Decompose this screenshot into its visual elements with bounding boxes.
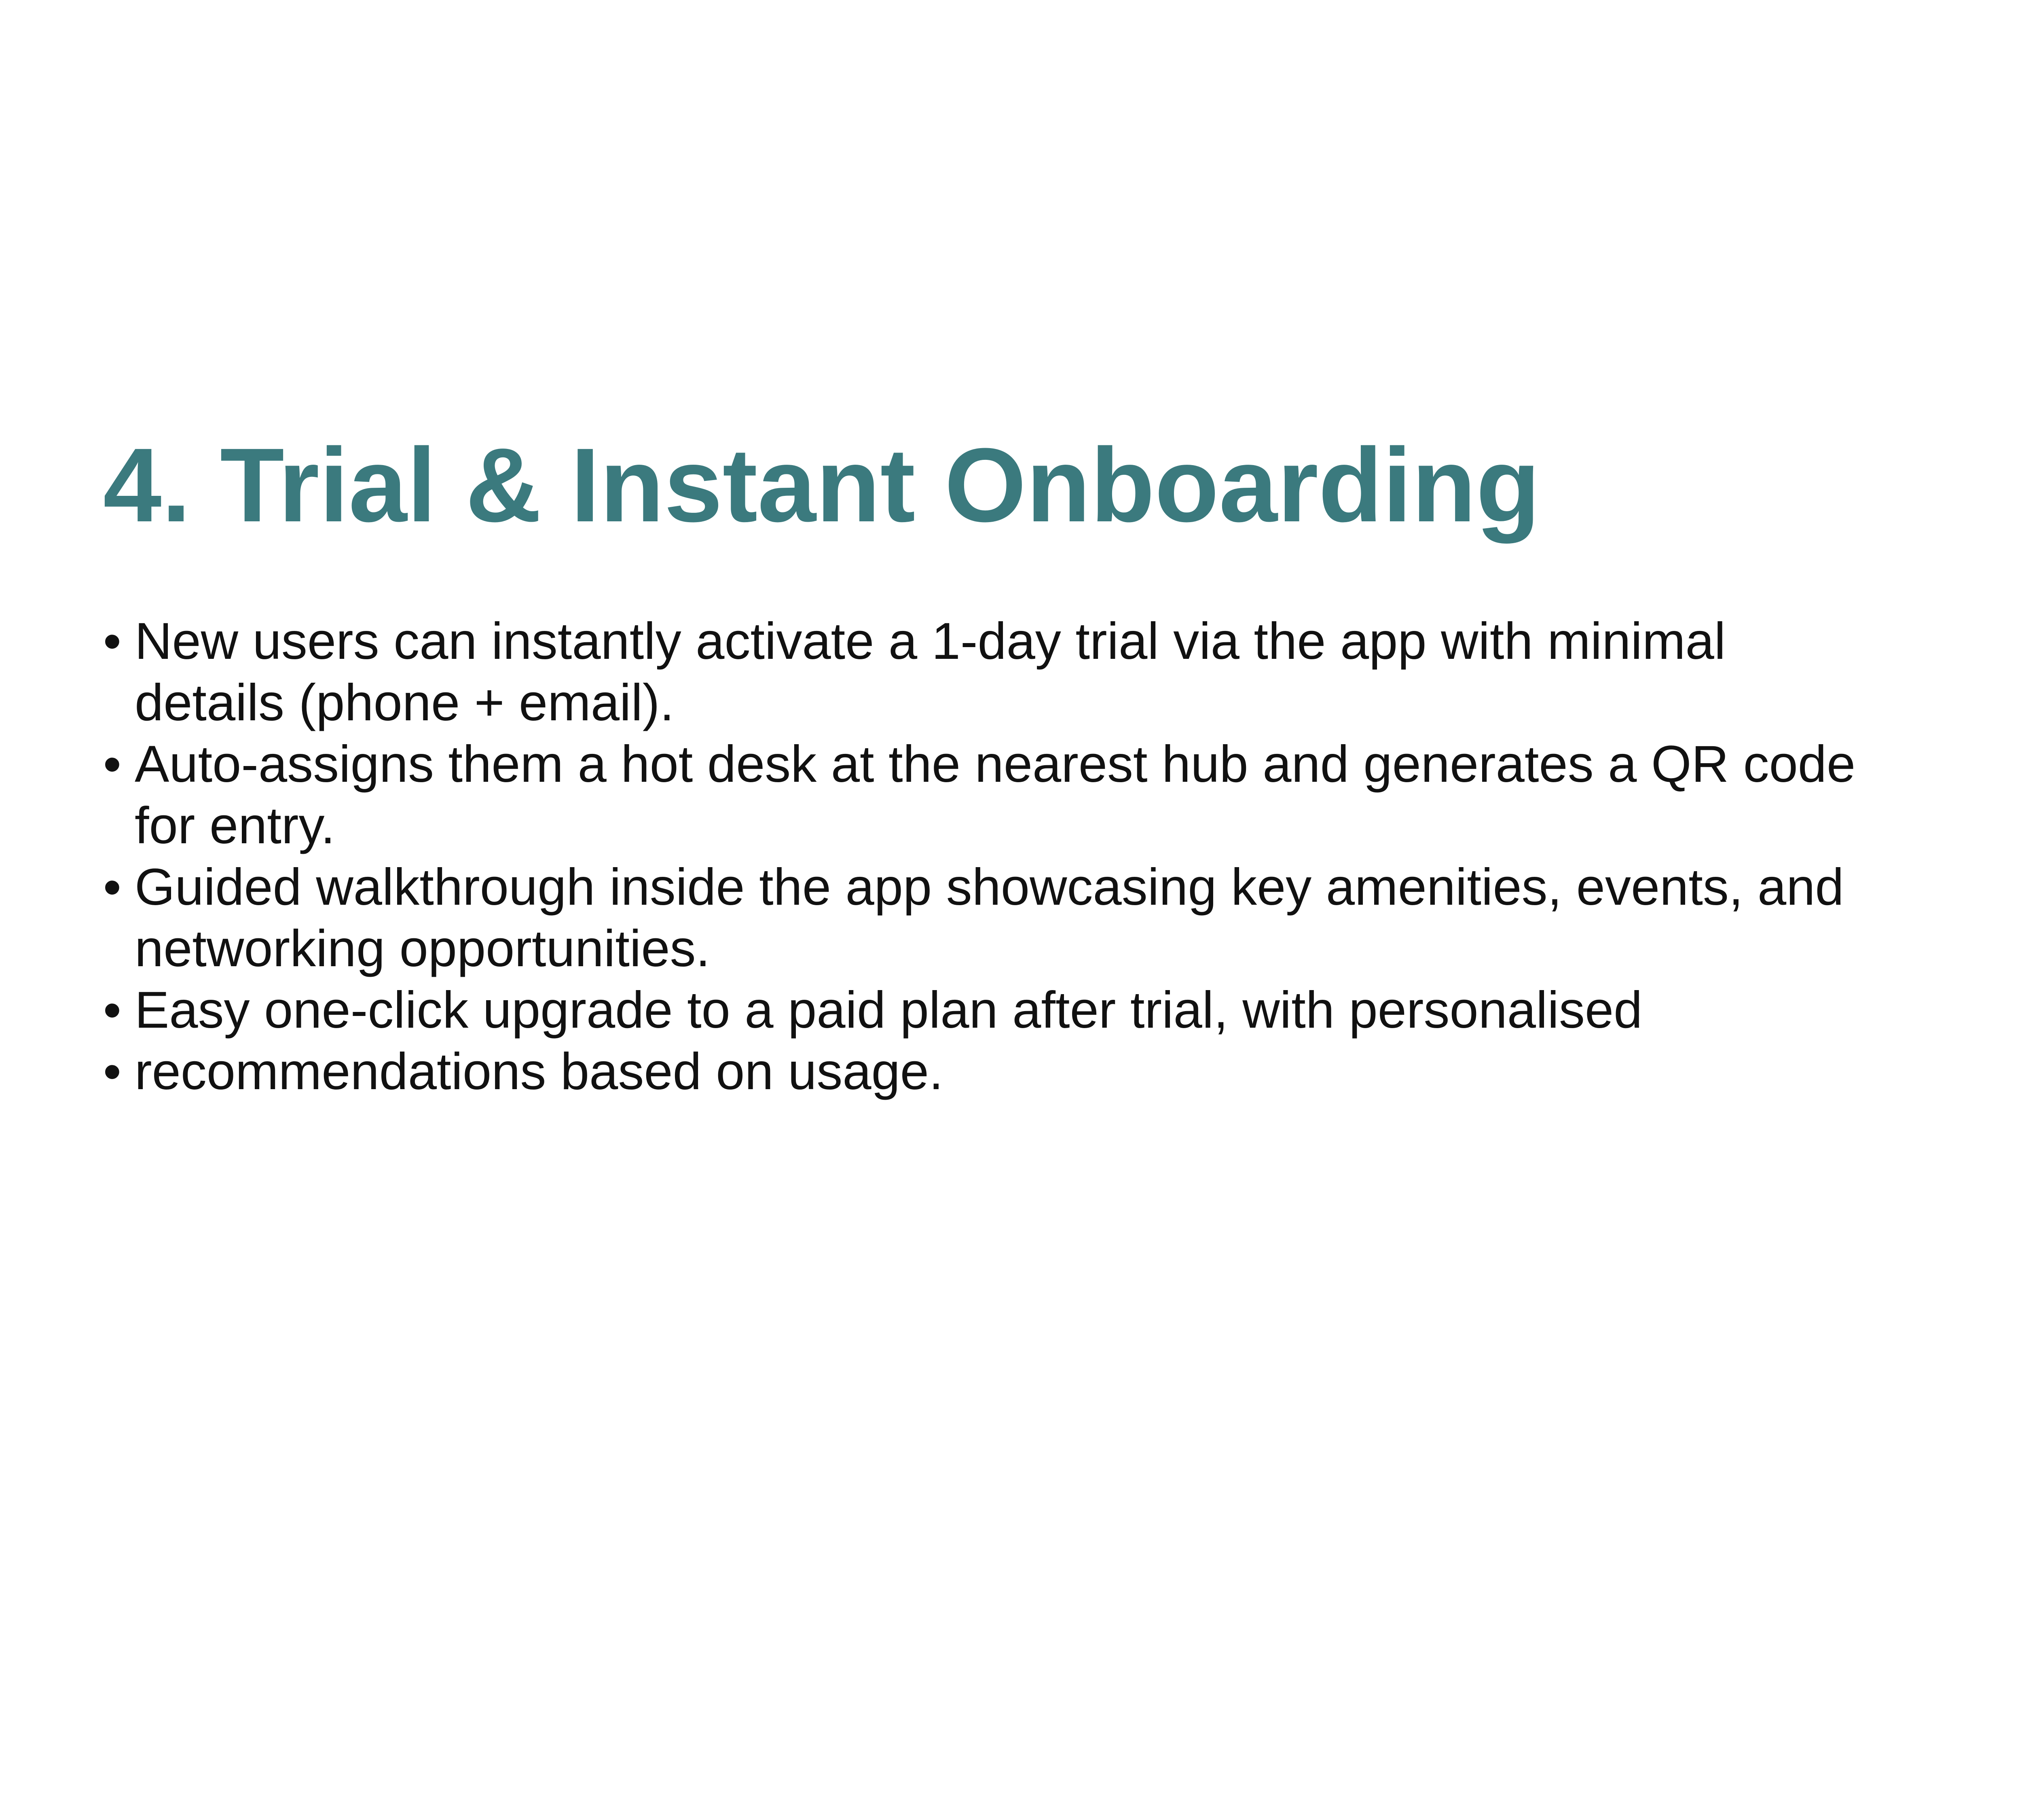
list-item: • New users can instantly activate a 1-day trial via the app with minimal details (phone + email). xyxy=(103,611,1882,734)
list-item: • recommendations based on usage. xyxy=(103,1041,1882,1103)
list-item: • Guided walkthrough inside the app showcasing key amenities, events, and networking opportunities. xyxy=(103,857,1882,980)
feature-list xyxy=(103,611,1882,1103)
list-item: • Auto-assigns them a hot desk at the nearest hub and generates a QR code for entry. xyxy=(103,734,1882,857)
slide-title: 4. Trial & Instant Onboarding xyxy=(103,427,1540,544)
list-item: • Easy one-click upgrade to a paid plan after trial, with personalised xyxy=(103,980,1882,1041)
